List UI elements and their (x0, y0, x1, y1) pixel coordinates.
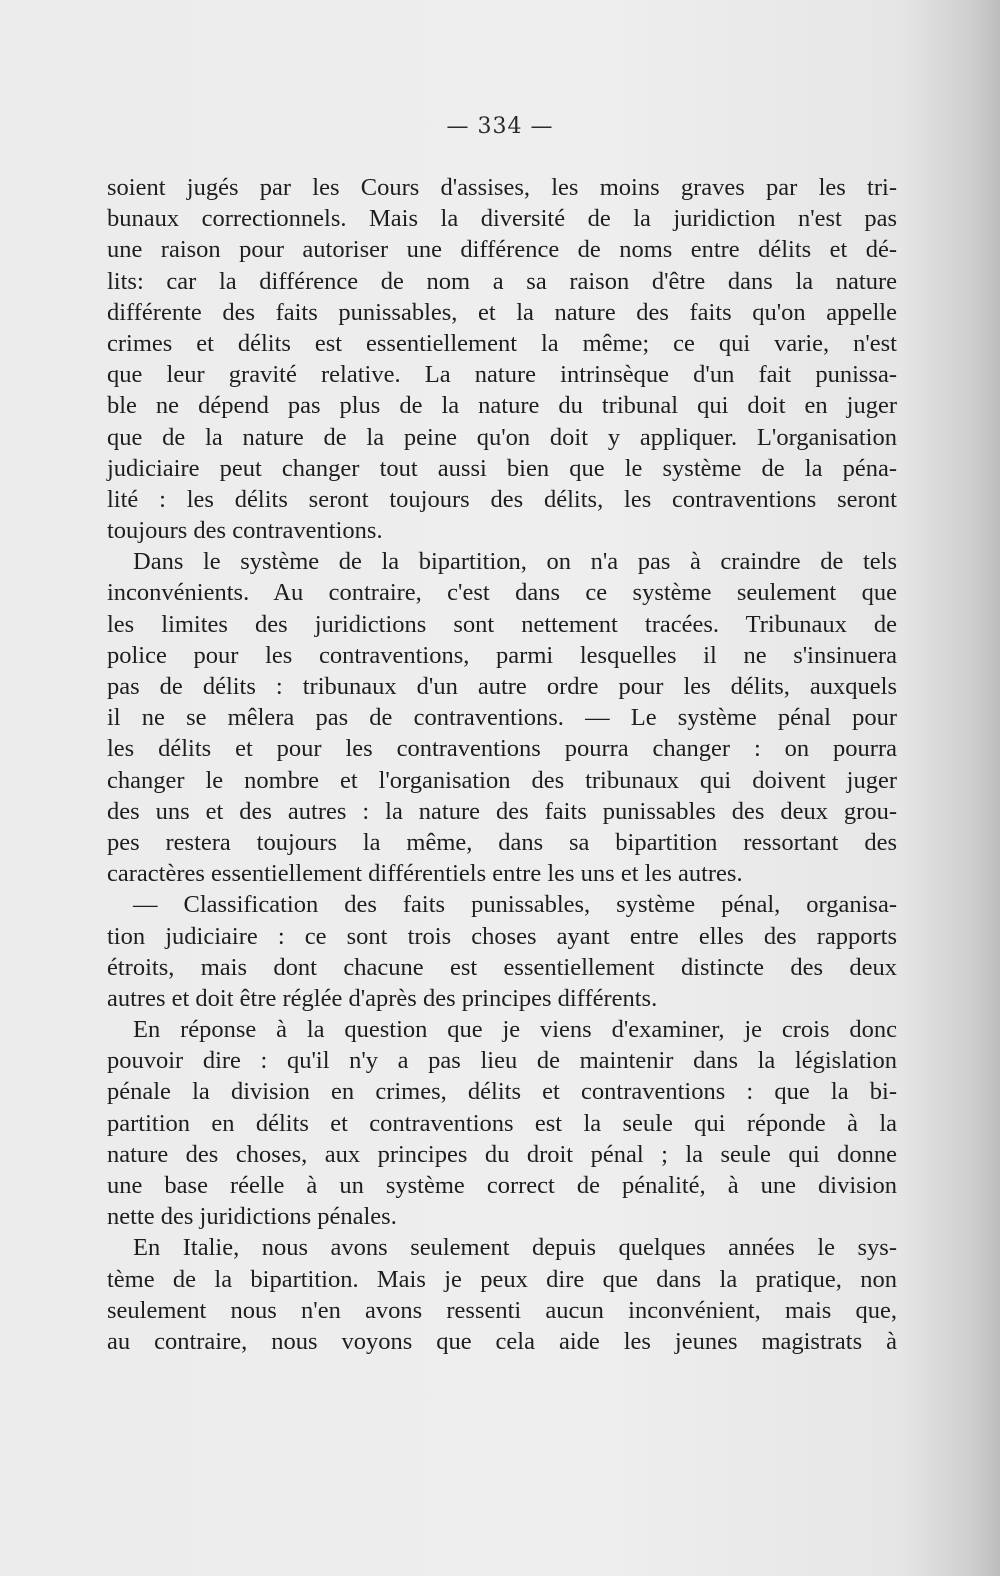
text-line: pas de délits : tribunaux d'un autre ordre pour les délits, auxquels (107, 673, 897, 700)
text-line: que leur gravité relative. La nature intrinsèque d'un fait punissa- (107, 361, 897, 389)
text-line: crimes et délits est essentiellement la même; ce qui varie, n'est (107, 329, 897, 357)
text-line: En Italie, nous avons seulement depuis quelques années le sys- (133, 1234, 897, 1262)
text-line: soient jugés par les Cours d'assises, les moins graves par les tri- (107, 174, 897, 201)
text-line: des uns et des autres : la nature des faits punissables des deux grou- (107, 797, 897, 825)
text-line: inconvénients. Au contraire, c'est dans ce système seulement que (107, 579, 897, 607)
text-line: une raison pour autoriser une différence de noms entre délits et dé- (107, 236, 897, 264)
text-line: Dans le système de la bipartition, on n'a pas à craindre de tels (133, 548, 897, 576)
text-line: lits: car la différence de nom a sa raison d'être dans la nature (107, 267, 897, 295)
text-line: pouvoir dire : qu'il n'y a pas lieu de maintenir dans la législation (107, 1047, 897, 1075)
page-number: — 334 — (446, 114, 554, 139)
text-line: au contraire, nous voyons que cela aide les jeunes magistrats à (107, 1327, 897, 1355)
text-line: pes restera toujours la même, dans sa bipartition ressortant des (107, 828, 897, 856)
text-line: nature des choses, aux principes du droit pénal ; la seule qui donne (107, 1140, 897, 1168)
text-line: tème de la bipartition. Mais je peux dire que dans la pratique, non (107, 1265, 897, 1293)
text-line: bunaux correctionnels. Mais la diversité de la juridiction n'est pas (107, 205, 897, 233)
text-line: pénale la division en crimes, délits et contraventions : que la bi- (107, 1078, 897, 1106)
text-line: les limites des juridictions sont nettement tracées. Tribunaux de (107, 610, 897, 638)
text-line: différente des faits punissables, et la nature des faits qu'on appelle (107, 298, 897, 326)
text-line: autres et doit être réglée d'après des principes différents. (107, 984, 658, 1012)
text-line: En réponse à la question que je viens d'examiner, je crois donc (133, 1016, 897, 1044)
text-line: il ne se mêlera pas de contraventions. — Le système pénal pour (107, 704, 897, 732)
text-line: judiciaire peut changer tout aussi bien que le système de la péna- (107, 454, 897, 482)
text-line: caractères essentiellement différentiels entre les uns et les autres. (107, 860, 743, 888)
text-line: une base réelle à un système correct de pénalité, à une division (107, 1172, 897, 1199)
text-line: étroits, mais dont chacune est essentiellement distincte des deux (107, 953, 897, 981)
text-line: ble ne dépend pas plus de la nature du tribunal qui doit en juger (107, 392, 897, 420)
text-line: partition en délits et contraventions est la seule qui réponde à la (107, 1109, 897, 1137)
text-line: changer le nombre et l'organisation des tribunaux qui doivent juger (107, 766, 897, 794)
text-line: que de la nature de la peine qu'on doit y appliquer. L'organisation (107, 423, 897, 451)
text-line: les délits et pour les contraventions pourra changer : on pourra (107, 735, 897, 763)
text-line: toujours des contraventions. (107, 517, 383, 545)
text-line: seulement nous n'en avons ressenti aucun inconvénient, mais que, (107, 1296, 897, 1324)
text-line: lité : les délits seront toujours des délits, les contraventions seront (107, 485, 897, 513)
body-text (107, 172, 897, 1357)
text-line: police pour les contraventions, parmi lesquelles il ne s'insinuera (107, 641, 897, 669)
text-line: tion judiciaire : ce sont trois choses ayant entre elles des rapports (107, 922, 897, 950)
text-line: — Classification des faits punissables, système pénal, organisa- (133, 891, 897, 919)
text-line: nette des juridictions pénales. (107, 1203, 397, 1231)
